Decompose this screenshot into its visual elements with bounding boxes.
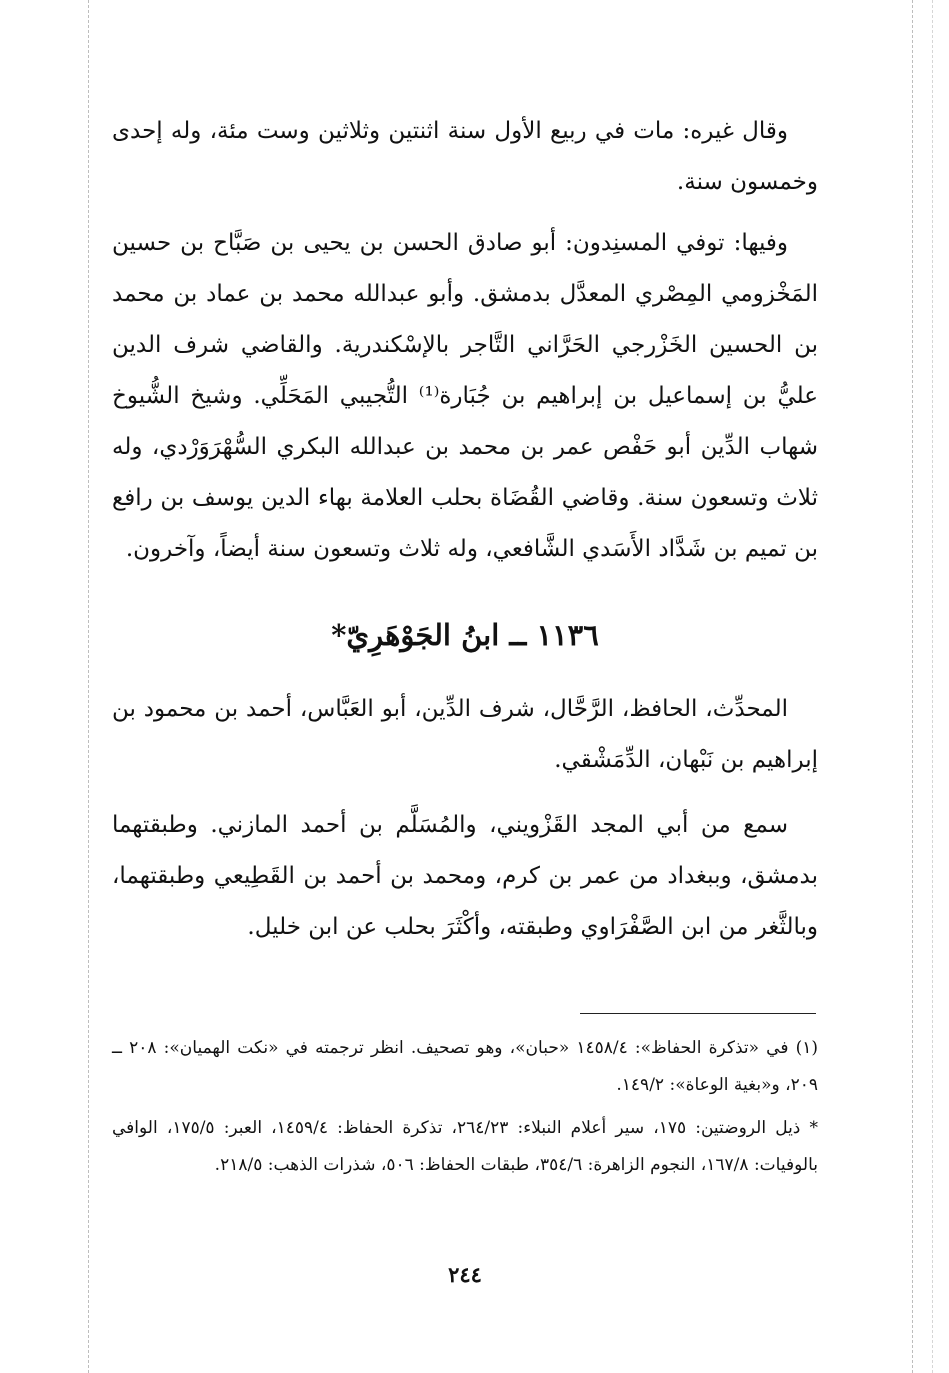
paragraph-teachers: سمع من أبي المجد القَزْويني، والمُسَلَّم بن أحمد المازني. وطبقتهما بدمشق، وببغداد من عمر بن كرم، ومحمد بن أحمد بن القَطِيعي وطبقتهما، وبالثَّغر من ابن الصَّفْرَاوي وطبقته، وأكْثَرَ بحلب عن ابن خليل. — [112, 812, 818, 940]
footnote-1: (١) في «تذكرة الحفاظ»: ١٤٥٨/٤ «حبان»، وهو تصحيف. انظر ترجمته في «نكت الهميان»: ٢٠٨ ــ ٢٠٩، و«بغية الوعاة»: ١٤٩/٢. — [112, 1038, 818, 1095]
paragraph-deaths-that-year: وفيها: توفي المسنِدون: أبو صادق الحسن بن يحيى بن صَبَّاح بن حسين المَخْزومي المِصْري المعدَّل بدمشق. وأبو عبدالله محمد بن عماد بن محمد بن الحسين الخَزْرجي الحَرَّاني التَّاجر بالإسْكندرية. والقاضي شرف الدين عليُّ بن إسماعيل بن إبراهيم بن جُبَارة⁽¹⁾ التُّجيبي المَحَلِّي. وشيخ الشُّيوخ شهاب الدِّين أبو حَفْص عمر بن محمد بن عبدالله البكري السُّهْرَوَرْدي، وله ثلاث وتسعون سنة. وقاضي القُضَاة بحلب العلامة بهاء الدين يوسف بن رافع بن تميم بن شَدَّاد الأَسَدي الشَّافعي، وله ثلاث وتسعون سنة أيضاً، وآخرون. — [112, 230, 818, 562]
footnote-separator — [580, 1013, 816, 1014]
page-number: ٢٤٤ — [448, 1262, 482, 1287]
paragraph-death-date: وقال غيره: مات في ربيع الأول سنة اثنتين وثلاثين وست مئة، وله إحدى وخمسون سنة. — [112, 118, 818, 195]
scan-margin-line-right — [912, 0, 913, 1373]
scan-margin-line-far — [932, 0, 933, 1373]
paragraph-biography-name: المحدِّث، الحافظ، الرَّحَّال، شرف الدِّين، أبو العَبَّاس، أحمد بن محمود بن إبراهيم بن نَبْهان، الدِّمَشْقي. — [112, 696, 818, 773]
entry-heading: ١١٣٦ ــ ابنُ الجَوْهَرِيّ* — [331, 618, 599, 652]
footnote-sources: * ذيل الروضتين: ١٧٥، سير أعلام النبلاء: ٢٦٤/٢٣، تذكرة الحفاظ: ١٤٥٩/٤، العبر: ١٧٥/٥، الوافي بالوفيات: ١٦٧/٨، النجوم الزاهرة: ٣٥٤/٦، طبقات الحفاظ: ٥٠٦، شذرات الذهب: ٢١٨/٥. — [112, 1118, 818, 1175]
scan-margin-line-left — [88, 0, 89, 1373]
